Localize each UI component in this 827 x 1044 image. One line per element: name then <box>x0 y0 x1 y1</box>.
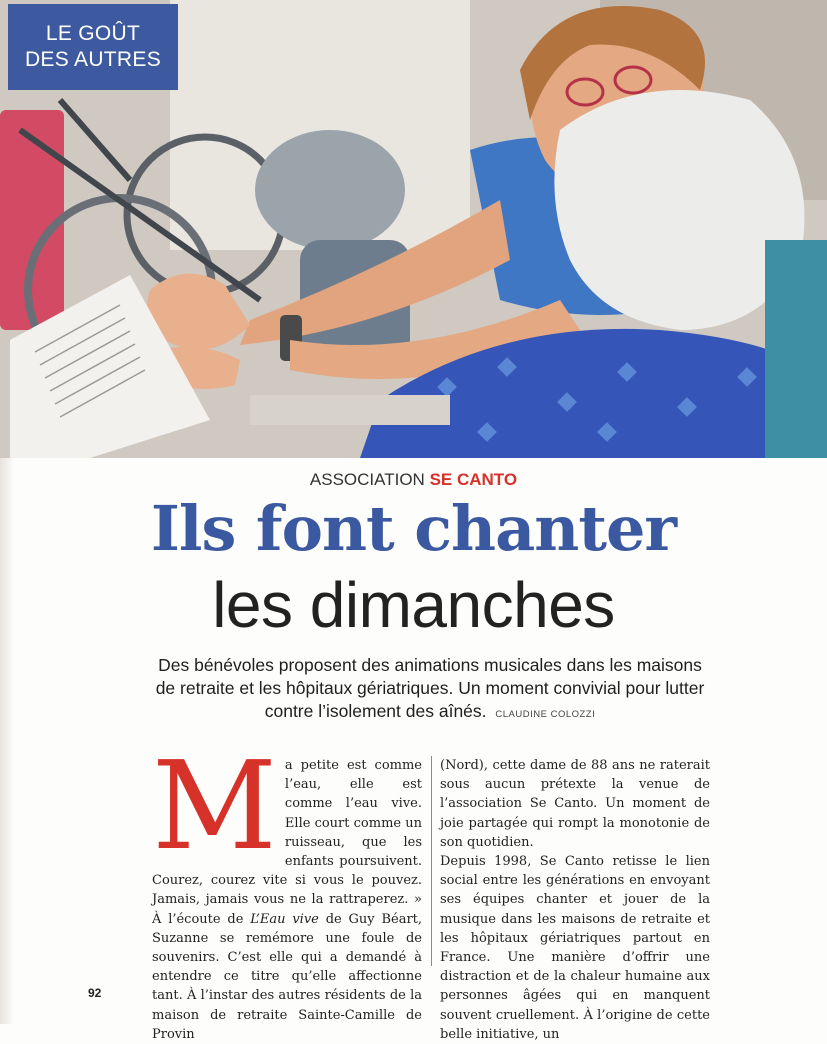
headline-main: Ils font chanter <box>150 492 677 565</box>
rubric-line-2: DES AUTRES <box>24 48 162 71</box>
article-paragraph-2: Depuis 1998, Se Canto retisse le lien social entre les générations en envoyant ses équipes chanter et jouer de la musique dans les maisons de retraite et les hôpitaux gériatriques partout en France. Une manière d’offrir une distraction et de la chaleur humaine aux personnes âgées qui en manquent souvent cruellement. À l’origine de cette belle initiative, un <box>440 854 710 1042</box>
cover-photo <box>0 0 827 458</box>
rubric-line-1: LE GOÛT <box>45 22 141 45</box>
page-number: 92 <box>88 986 102 1000</box>
column-divider <box>431 756 432 966</box>
headline-sub: les dimanches <box>212 569 615 641</box>
article-paragraph-1: (Nord), cette dame de 88 ans ne raterait sous aucun prétexte la venue de l’association Se Canto. Un moment de joie partagée qui rompt la monotonie de son quotidien. <box>440 758 710 850</box>
kicker <box>0 470 827 490</box>
byline: CLAUDINE COLOZZI <box>495 709 596 720</box>
article-paragraph <box>152 735 423 1044</box>
kicker-brand: SE CANTO <box>429 470 518 489</box>
kicker-prefix: ASSOCIATION <box>309 470 425 489</box>
standfirst <box>150 654 710 726</box>
article-text-left: a petite est comme l’eau, elle est comme l’eau vive. Elle court comme un ruisseau, que les enfants poursuivent. Courez, courez vite si vous le pouvez. Jamais, jamais vous ne la rattraperez. » À l’écoute de <box>152 758 422 927</box>
article-column-left <box>152 735 423 1044</box>
section-rubric <box>8 4 178 90</box>
article-text-left-2: de Guy Béart, Suzanne se remémore une foule de souvenirs. C’est elle qui a demandé à entendre ce titre qu’elle affectionne tant. À l’instar des autres résidents de la maison de retraite Sainte-Camille de Provin <box>152 911 423 1042</box>
article-column-right <box>440 756 710 1044</box>
song-title: L’Eau vive <box>250 911 319 927</box>
standfirst-text: Des bénévoles proposent des animations musicales dans les maisons de retraite et les hôpitaux gériatriques. Un moment convivial pour lutter contre l’isolement des aînés. <box>155 655 705 721</box>
dropcap: M <box>152 735 277 877</box>
